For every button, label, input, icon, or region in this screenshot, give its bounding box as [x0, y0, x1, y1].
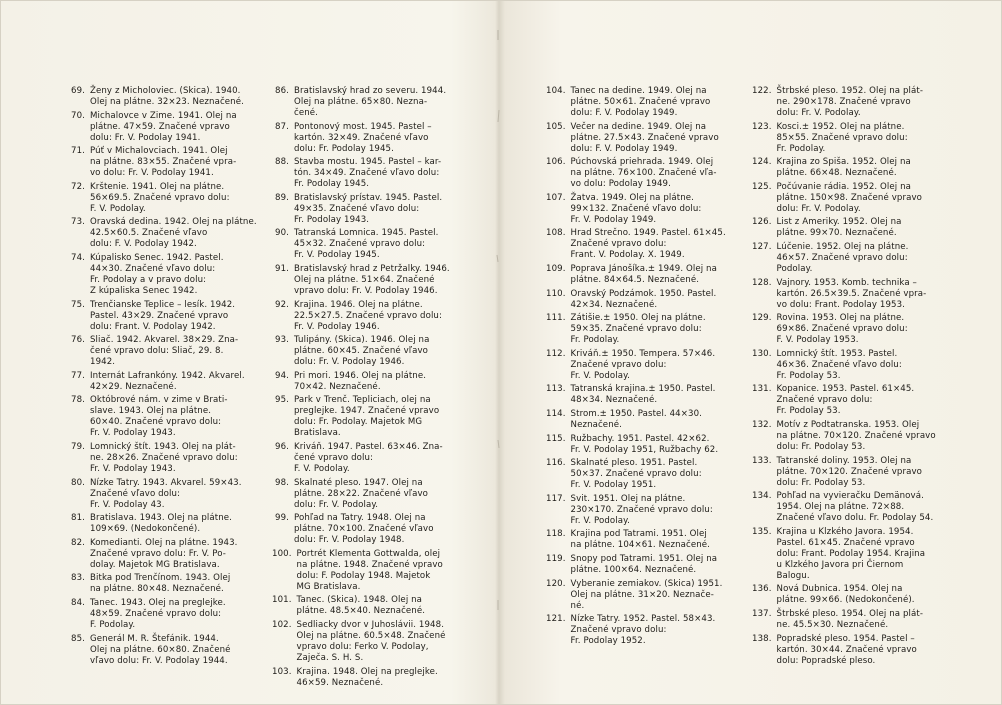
catalog-entry — [752, 349, 948, 382]
catalog-entry — [272, 595, 468, 617]
entry-number: 100. — [272, 548, 292, 559]
entry-text: Kosci.± 1952. Olej na plátne. 85×55. Značené vpravo dolu: Fr. Podolay. — [776, 121, 908, 154]
entry-text: Tatranská krajina.± 1950. Pastel. 48×34. Neznačené. — [570, 384, 716, 406]
catalog-entry — [752, 491, 948, 524]
entry-text: Sliač. 1942. Akvarel. 38×29. Zna- čené vpravo dolu: Sliač, 29. 8. 1942. — [90, 335, 239, 368]
catalog-column-2 — [272, 86, 468, 691]
entry-number: 136. — [752, 584, 772, 595]
entry-text: Bitka pod Trenčínom. 1943. Olej na plátne. 80×48. Neznačené. — [90, 573, 231, 595]
catalog-entry — [68, 335, 260, 368]
entry-text: Strom.± 1950. Pastel. 44×30. Neznačené. — [570, 408, 702, 430]
entry-number: 102. — [272, 619, 292, 630]
entry-number: 121. — [546, 614, 566, 625]
entry-text: Tulipány. (Skica). 1946. Olej na plátne. 60×45. Značené vľavo dolu: Fr. V. Podolay 1946. — [294, 335, 430, 368]
catalog-entry — [272, 549, 468, 593]
entry-number: 86. — [275, 86, 289, 96]
entry-text: Lomnický štít. 1953. Pastel. 46×36. Značené vľavo dolu: Fr. Podolay 53. — [776, 348, 902, 381]
entry-number: 92. — [275, 299, 289, 310]
catalog-entry — [68, 442, 260, 475]
catalog-entry — [546, 579, 744, 612]
catalog-entry — [546, 554, 744, 576]
entry-text: Bratislavský hrad z Petržalky. 1946. Olej na plátne. 51×64. Značené vpravo dolu: Fr. V. Podolay 1946. — [294, 263, 450, 296]
entry-text: Tanec na dedine. 1949. Olej na plátne. 50×61. Značené vpravo dolu: F. V. Podolay 1949. — [570, 86, 711, 118]
catalog-entry — [752, 217, 948, 239]
catalog-entry — [68, 146, 260, 179]
catalog-column-3 — [546, 86, 744, 650]
entry-text: Ružbachy. 1951. Pastel. 42×62. Fr. V. Podolay 1951, Ružbachy 62. — [570, 433, 719, 455]
entry-text: Skalnaté pleso. 1951. Pastel. 50×37. Značené vpravo dolu: Fr. V. Podolay 1951. — [570, 458, 702, 491]
catalog-entry — [272, 620, 468, 664]
entry-number: 78. — [71, 395, 85, 406]
catalog-entry — [272, 228, 468, 261]
entry-text: Skalnaté pleso. 1947. Olej na plátne. 28×22. Značené vľavo dolu: Fr. V. Podolay. — [294, 477, 429, 510]
entry-number: 81. — [71, 513, 85, 524]
catalog-entry — [546, 289, 744, 311]
catalog-entry — [752, 313, 948, 346]
catalog-entry — [546, 264, 744, 286]
catalog-entry — [68, 634, 260, 667]
catalog-entry — [546, 614, 744, 647]
catalog-entry — [272, 395, 468, 439]
entry-text: Oravská dedina. 1942. Olej na plátne. 42.5×60.5. Značené vľavo dolu: F. V. Podolay 1942. — [90, 217, 257, 250]
entry-number: 71. — [71, 146, 85, 157]
entry-text: Internát Lafrankóny. 1942. Akvarel. 42×29. Neznačené. — [90, 370, 245, 392]
entry-number: 95. — [275, 395, 289, 406]
entry-number: 128. — [752, 277, 772, 288]
catalog-entry — [546, 349, 744, 382]
entry-text: Tatranské doliny. 1953. Olej na plátne. 70×120. Značené vpravo dolu: Fr. Podolay 53. — [776, 455, 922, 488]
entry-text: Pohľad na vyvieračku Demänová. 1954. Olej na plátne. 72×88. Značené vľavo dolu. Fr. Podolay 54. — [776, 491, 934, 524]
catalog-entry — [752, 157, 948, 179]
entry-text: Oravský Podzámok. 1950. Pastel. 42×34. Neznačené. — [570, 288, 717, 310]
catalog-entry — [272, 335, 468, 368]
entry-text: Púť v Michalovciach. 1941. Olej na plátne. 83×55. Značené vpra- vo dolu: Fr. V. Podolay 1941. — [90, 146, 237, 179]
entry-number: 115. — [546, 433, 566, 444]
entry-number: 74. — [71, 252, 85, 263]
catalog-entry — [546, 122, 744, 155]
entry-number: 75. — [71, 299, 85, 310]
entry-number: 109. — [546, 263, 566, 274]
catalog-entry — [68, 111, 260, 144]
catalog-entry — [68, 513, 260, 535]
catalog-entry — [272, 478, 468, 511]
entry-text: Michalovce v Zime. 1941. Olej na plátne. 47×59. Značené vpravo dolu: Fr. V. Podolay 1941. — [90, 110, 237, 143]
catalog-column-4 — [752, 86, 948, 669]
entry-number: 129. — [752, 313, 772, 324]
catalog-entry — [546, 228, 744, 261]
entry-number: 125. — [752, 181, 772, 192]
entry-number: 133. — [752, 455, 772, 466]
entry-number: 101. — [272, 595, 292, 606]
entry-number: 108. — [546, 228, 566, 239]
entry-text: Krajina. 1948. Olej na preglejke. 46×59. Neznačené. — [296, 666, 438, 688]
entry-text: Pontonový most. 1945. Pastel – kartón. 32×49. Značené vľavo dolu: Fr. Podolay 1945. — [294, 121, 432, 154]
entry-text: Vyberanie zemiakov. (Skica) 1951. Olej na plátne. 31×20. Neznače- né. — [570, 578, 723, 611]
entry-number: 116. — [546, 458, 566, 469]
entry-text: Snopy pod Tatrami. 1951. Olej na plátne. 100×64. Neznačené. — [570, 553, 718, 575]
entry-number: 70. — [71, 110, 85, 121]
entry-number: 84. — [71, 597, 85, 608]
entry-number: 132. — [752, 419, 772, 430]
entry-number: 138. — [752, 633, 772, 644]
entry-number: 120. — [546, 578, 566, 589]
catalog-entry — [272, 264, 468, 297]
entry-text: Park v Trenč. Tepliciach, olej na preglejke. 1947. Značené vpravo dolu: Fr. Podolay. Majetok MG Bratislava. — [294, 395, 440, 439]
entry-text: Trenčianske Teplice – lesík. 1942. Pastel. 43×29. Značené vpravo dolu: Frant. V. Podolay 1942. — [90, 299, 236, 332]
entry-text: Krštenie. 1941. Olej na plátne. 56×69.5. Značené vpravo dolu: F. V. Podolay. — [90, 181, 230, 214]
entry-text: Kúpalisko Senec. 1942. Pastel. 44×30. Značené vľavo dolu: Fr. Podolay a v pravo dolu: Z kúpaliska Senec 1942. — [90, 252, 224, 296]
entry-number: 72. — [71, 181, 85, 192]
catalog-entry — [68, 253, 260, 297]
catalog-entry — [752, 86, 948, 119]
entry-text: Krajina. 1946. Olej na plátne. 22.5×27.5. Značené vpravo dolu: Fr. V. Podolay 1946. — [294, 299, 442, 332]
entry-text: Nízke Tatry. 1943. Akvarel. 59×43. Značené vľavo dolu: Fr. V. Podolay 43. — [90, 477, 242, 510]
entry-text: Popradské pleso. 1954. Pastel – kartón. 30×44. Značené vpravo dolu: Popradské pleso. — [776, 633, 917, 666]
entry-text: Hrad Strečno. 1949. Pastel. 61×45. Značené vpravo dolu: Frant. V. Podolay. X. 1949. — [570, 228, 726, 261]
entry-text: Pri mori. 1946. Olej na plátne. 70×42. Neznačené. — [294, 370, 427, 392]
entry-number: 123. — [752, 121, 772, 132]
entry-text: Stavba mostu. 1945. Pastel – kar- tón. 34×49. Značené vľavo dolu: Fr. Podolay 1945. — [294, 157, 442, 190]
entry-text: Lúčenie. 1952. Olej na plátne. 46×57. Značené vpravo dolu: Podolay. — [776, 241, 909, 274]
entry-text: List z Ameriky. 1952. Olej na plátne. 99×70. Neznačené. — [776, 217, 902, 239]
entry-text: Októbrové nám. v zime v Brati- slave. 1943. Olej na plátne. 60×40. Značené vpravo dolu: Fr. V. Podolay 1943. — [90, 395, 228, 439]
entry-text: Motív z Podtatranska. 1953. Olej na plátne. 70×120. Značené vpravo dolu: Fr. Podolay 53. — [776, 419, 936, 452]
entry-text: Portrét Klementa Gottwalda, olej na plátne. 1948. Značené vpravo dolu: F. Podolay 1948. Majetok MG Bratislava. — [296, 548, 443, 592]
entry-number: 113. — [546, 384, 566, 395]
entry-text: Nová Dubnica. 1954. Olej na plátne. 99×66. (Nedokončené). — [776, 584, 915, 606]
entry-text: Kriváň. 1947. Pastel. 63×46. Zna- čené vpravo dolu: F. V. Podolay. — [294, 441, 443, 474]
entry-text: Kopanice. 1953. Pastel. 61×45. Značené vpravo dolu: Fr. Podolay 53. — [776, 384, 915, 417]
entry-number: 103. — [272, 666, 292, 677]
entry-number: 105. — [546, 121, 566, 132]
entry-number: 93. — [275, 335, 289, 346]
entry-text: Svit. 1951. Olej na plátne. 230×170. Značené vpravo dolu: Fr. V. Podolay. — [570, 493, 713, 526]
entry-number: 118. — [546, 529, 566, 540]
entry-text: Generál M. R. Štefánik. 1944. Olej na plátne. 60×80. Značené vľavo dolu: Fr. V. Podolay 1944. — [90, 633, 231, 666]
entry-text: Žatva. 1949. Olej na plátne. 99×132. Značené vľavo dolu: Fr. V. Podolay 1949. — [570, 192, 702, 225]
catalog-entry — [272, 86, 468, 119]
catalog-entry — [752, 527, 948, 582]
entry-text: Nízke Tatry. 1952. Pastel. 58×43. Značené vpravo dolu: Fr. Podolay 1952. — [570, 614, 716, 647]
catalog-entry — [68, 182, 260, 215]
catalog-entry — [546, 193, 744, 226]
entry-number: 88. — [275, 157, 289, 168]
catalog-entry — [546, 384, 744, 406]
catalog-entry — [272, 442, 468, 475]
catalog-entry — [272, 122, 468, 155]
entry-text: Počúvanie rádia. 1952. Olej na plátne. 150×98. Značené vpravo dolu: Fr. V. Podolay. — [776, 181, 922, 214]
fold-stitch-marks — [494, 0, 502, 705]
entry-text: Štrbské pleso. 1952. Olej na plát- ne. 290×178. Značené vpravo dolu: Fr. V. Podolay. — [776, 86, 924, 118]
entry-number: 94. — [275, 370, 289, 381]
entry-number: 107. — [546, 192, 566, 203]
entry-text: Bratislavský prístav. 1945. Pastel. 49×35. Značené vľavo dolu: Fr. Podolay 1943. — [294, 192, 443, 225]
entry-number: 85. — [71, 633, 85, 644]
entry-number: 99. — [275, 513, 289, 524]
catalog-entry — [272, 193, 468, 226]
catalog-entry — [752, 609, 948, 631]
entry-number: 76. — [71, 335, 85, 346]
catalog-entry — [752, 122, 948, 155]
catalog-entry — [272, 371, 468, 393]
entry-number: 79. — [71, 441, 85, 452]
entry-text: Púchovská priehrada. 1949. Olej na plátne. 76×100. Značené vľa- vo dolu: Podolay 1949. — [570, 157, 717, 190]
entry-text: Sedliacky dvor v Juhoslávii. 1948. Olej na plátne. 60.5×48. Značené vpravo dolu: Ferko V. Podolay, Zaječa. S. H. S. — [296, 619, 446, 663]
entry-text: Ženy z Micholoviec. (Skica). 1940. Olej na plátne. 32×23. Neznačené. — [90, 86, 244, 107]
catalog-entry — [68, 573, 260, 595]
catalog-entry — [272, 300, 468, 333]
catalog-column-1 — [68, 86, 260, 669]
entry-text: Krajina u Klzkého Javora. 1954. Pastel. 61×45. Značené vpravo dolu: Frant. Podolay 1954. Krajina u Klzkého Javora pri Čiernom Balogu. — [776, 526, 926, 581]
entry-number: 77. — [71, 370, 85, 381]
entry-text: Bratislava. 1943. Olej na plátne. 109×69. (Nedokončené). — [90, 513, 232, 535]
entry-text: Komedianti. Olej na plátne. 1943. Značené vpravo dolu: Fr. V. Po- dolay. Majetok MG Bratislava. — [90, 537, 238, 570]
entry-text: Pohľad na Tatry. 1948. Olej na plátne. 70×100. Značené vľavo dolu: Fr. V. Podolay 1948. — [294, 513, 434, 546]
entry-number: 104. — [546, 86, 566, 96]
entry-text: Večer na dedine. 1949. Olej na plátne. 27.5×43. Značené vpravo dolu: F. V. Podolay 1949. — [570, 121, 719, 154]
entry-number: 83. — [71, 573, 85, 584]
catalog-entry — [68, 395, 260, 439]
catalog-entry — [68, 478, 260, 511]
entry-text: Štrbské pleso. 1954. Olej na plát- ne. 45.5×30. Neznačené. — [776, 608, 924, 630]
catalog-entry — [752, 182, 948, 215]
catalog-entry — [272, 513, 468, 546]
entry-text: Vajnory. 1953. Komb. technika – kartón. 26.5×39.5. Značené vpra- vo dolu: Frant. Podolay 1953. — [776, 277, 927, 310]
catalog-entry — [546, 157, 744, 190]
catalog-entry — [752, 278, 948, 311]
entry-number: 87. — [275, 121, 289, 132]
entry-number: 126. — [752, 217, 772, 228]
catalog-entry — [546, 494, 744, 527]
entry-text: Krajina zo Spiša. 1952. Olej na plátne. 66×48. Neznačené. — [776, 157, 911, 179]
entry-text: Rovina. 1953. Olej na plátne. 69×86. Značené vpravo dolu: F. V. Podolay 1953. — [776, 313, 908, 346]
entry-number: 98. — [275, 477, 289, 488]
entry-text: Bratislavský hrad zo severu. 1944. Olej na plátne. 65×80. Nezna- čené. — [294, 86, 447, 118]
catalog-entry — [752, 384, 948, 417]
entry-number: 131. — [752, 384, 772, 395]
entry-text: Krajina pod Tatrami. 1951. Olej na plátne. 104×61. Neznačené. — [570, 529, 710, 551]
catalog-entry — [546, 458, 744, 491]
entry-number: 106. — [546, 157, 566, 168]
entry-number: 114. — [546, 408, 566, 419]
entry-number: 69. — [71, 86, 85, 96]
entry-number: 119. — [546, 553, 566, 564]
catalog-entry — [752, 456, 948, 489]
catalog-entry — [752, 242, 948, 275]
entry-number: 122. — [752, 86, 772, 96]
catalog-entry — [68, 86, 260, 108]
entry-number: 111. — [546, 313, 566, 324]
catalog-entry — [272, 667, 468, 689]
entry-text: Tanec. 1943. Olej na preglejke. 48×59. Značené vpravo dolu: F. Podolay. — [90, 597, 226, 630]
entry-number: 127. — [752, 241, 772, 252]
catalog-entry — [68, 598, 260, 631]
catalog-entry — [68, 371, 260, 393]
entry-text: Lomnický štít. 1943. Olej na plát- ne. 28×26. Značené vpravo dolu: Fr. V. Podolay 1943. — [90, 441, 238, 474]
entry-number: 124. — [752, 157, 772, 168]
entry-number: 73. — [71, 217, 85, 228]
catalog-entry — [68, 300, 260, 333]
entry-text: Zátišie.± 1950. Olej na plátne. 59×35. Značené vpravo dolu: Fr. Podolay. — [570, 313, 706, 346]
entry-number: 117. — [546, 493, 566, 504]
entry-text: Kriváň.± 1950. Tempera. 57×46. Značené vpravo dolu: Fr. V. Podolay. — [570, 348, 716, 381]
catalog-entry — [752, 634, 948, 667]
catalog-entry — [546, 434, 744, 456]
catalog-entry — [272, 157, 468, 190]
entry-text: Poprava Jánošíka.± 1949. Olej na plátne. 84×64.5. Neznačené. — [570, 263, 717, 285]
catalog-entry — [752, 584, 948, 606]
entry-text: Tanec. (Skica). 1948. Olej na plátne. 48.5×40. Neznačené. — [296, 595, 426, 617]
entry-number: 112. — [546, 348, 566, 359]
entry-text: Tatranská Lomnica. 1945. Pastel. 45×32. Značené vpravo dolu: Fr. V. Podolay 1945. — [294, 228, 439, 261]
entry-number: 82. — [71, 537, 85, 548]
entry-number: 134. — [752, 491, 772, 502]
catalog-entry — [546, 529, 744, 551]
entry-number: 110. — [546, 288, 566, 299]
catalog-entry — [68, 217, 260, 250]
catalog-entry — [546, 409, 744, 431]
entry-number: 130. — [752, 348, 772, 359]
entry-number: 91. — [275, 263, 289, 274]
entry-number: 89. — [275, 192, 289, 203]
entry-number: 137. — [752, 608, 772, 619]
entry-number: 96. — [275, 441, 289, 452]
catalog-entry — [546, 313, 744, 346]
entry-number: 80. — [71, 477, 85, 488]
entry-number: 90. — [275, 228, 289, 239]
catalog-entry — [68, 538, 260, 571]
catalog-entry — [546, 86, 744, 119]
entry-number: 135. — [752, 526, 772, 537]
catalog-entry — [752, 420, 948, 453]
